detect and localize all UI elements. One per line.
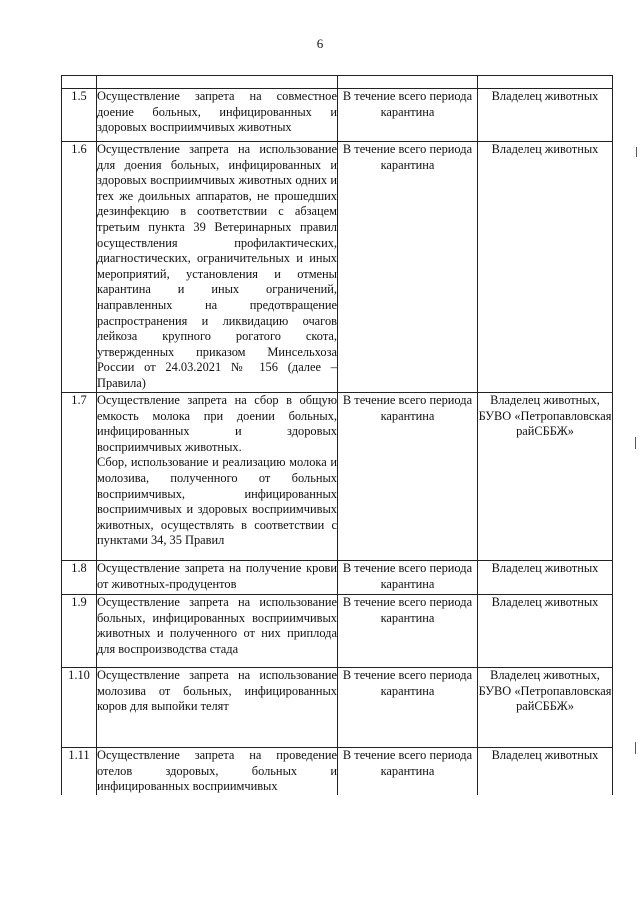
row-action: Осуществление запрета на использование больных, инфицированных восприимчивых животных и полученного от них приплода для воспроизводства стада <box>97 595 338 668</box>
header-cell-action <box>97 76 338 89</box>
table-header-row <box>62 76 613 89</box>
header-cell-term <box>338 76 478 89</box>
scan-edge-mark <box>636 147 637 157</box>
scan-edge-mark <box>635 742 636 754</box>
table-row <box>62 142 613 393</box>
row-action: Осуществление запрета на сбор в общую емкость молока при доении больных, инфицированных и здоровых восприимчивых животных. <box>97 393 337 454</box>
table-row <box>62 748 613 795</box>
row-responsible: Владелец животных, БУВО «Петропавловская райСББЖ» <box>478 668 613 748</box>
row-action: Осуществление запрета на использование для доения больных, инфицированных и здоровых восприимчивых животных одних и тех же доильных аппаратов, не прошедших дезинфекцию в соответствии с абзацем третьим пункта 39 Ветеринарных правил осуществления профилактических, диагностических, ограничительных и иных мероприятий, установления и отмены карантина и иных ограничений, направленных на предотвращение распространения и ликвидацию очагов лейкоза крупного рогатого скота, утвержденных приказом Минсельхоза России от 24.03.2021 № 156 (далее – Правила) <box>97 142 338 393</box>
row-number: 1.6 <box>62 142 97 393</box>
row-term: В течение всего периода карантина <box>338 89 478 142</box>
row-term: В течение всего периода карантина <box>338 393 478 561</box>
table-row <box>62 89 613 142</box>
table-row <box>62 561 613 595</box>
measures-table <box>61 75 613 795</box>
row-action: Осуществление запрета на получение крови от животных-продуцентов <box>97 561 338 595</box>
scan-edge-mark <box>635 437 636 449</box>
page-number: 6 <box>316 36 324 51</box>
row-responsible: Владелец животных <box>478 142 613 393</box>
row-action: Осуществление запрета на использование молозива от больных, инфицированных коров для выпойки телят <box>97 668 338 748</box>
row-action-cell <box>97 393 338 561</box>
row-number: 1.9 <box>62 595 97 668</box>
row-number: 1.10 <box>62 668 97 748</box>
row-responsible: Владелец животных, БУВО «Петропавловская райСББЖ» <box>478 393 613 561</box>
table-row <box>62 595 613 668</box>
row-number: 1.11 <box>62 748 97 795</box>
row-responsible: Владелец животных <box>478 561 613 595</box>
header-cell-responsible <box>478 76 613 89</box>
header-cell-num <box>62 76 97 89</box>
row-number: 1.7 <box>62 393 97 561</box>
row-term: В течение всего периода карантина <box>338 748 478 795</box>
row-term: В течение всего периода карантина <box>338 561 478 595</box>
row-responsible: Владелец животных <box>478 595 613 668</box>
row-action: Осуществление запрета на совместное доение больных, инфицированных и здоровых восприимчивых животных <box>97 89 338 142</box>
row-action: Осуществление запрета на проведение отелов здоровых, больных и инфицированных восприимчивых <box>97 748 337 794</box>
row-number: 1.5 <box>62 89 97 142</box>
row-action-extra: Сбор, использование и реализацию молока и молозива, полученного от больных восприимчивых, инфицированных восприимчивых и здоровых восприимчивых животных, осуществлять в соответствии с пунктами 34, 35 Правил <box>97 455 337 548</box>
row-term: В течение всего периода карантина <box>338 595 478 668</box>
table-row <box>62 668 613 748</box>
table-row <box>62 393 613 561</box>
row-term: В течение всего периода карантина <box>338 142 478 393</box>
row-number: 1.8 <box>62 561 97 595</box>
row-term: В течение всего периода карантина <box>338 668 478 748</box>
row-responsible: Владелец животных <box>478 748 613 795</box>
row-responsible: Владелец животных <box>478 89 613 142</box>
